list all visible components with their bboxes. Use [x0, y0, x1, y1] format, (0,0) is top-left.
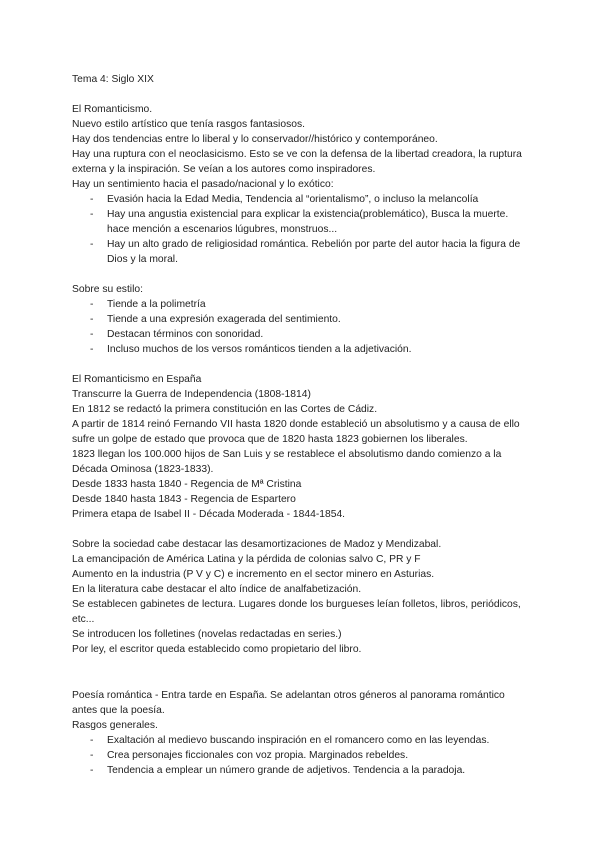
spacer [72, 522, 532, 537]
spacer [72, 357, 532, 372]
paragraph-line: Hay un sentimiento hacia el pasado/nacional y lo exótico: [72, 179, 334, 190]
paragraph-line: A partir de 1814 reinó Fernando VII hasta 1820 donde estableció un absolutismo y a causa de ello sufre un golpe de estado que provoca que de 1820 hasta 1823 gobiernen los liberales. [72, 419, 520, 445]
document-page [72, 72, 532, 778]
spacer [72, 657, 532, 688]
paragraph-line: Desde 1833 hasta 1840 - Regencia de Mª Cristina [72, 479, 302, 490]
section-romanticismo [72, 102, 532, 267]
paragraph-line: Se introducen los folletines (novelas redactadas en series.) [72, 629, 342, 640]
section-heading: El Romanticismo en España [72, 374, 202, 385]
paragraph-line: Se establecen gabinetes de lectura. Lugares donde los burgueses leían folletos, libros, periódicos, etc... [72, 599, 521, 625]
paragraph-line: Por ley, el escritor queda establecido como propietario del libro. [72, 644, 362, 655]
paragraph-line: Hay una ruptura con el neoclasicismo. Esto se ve con la defensa de la libertad creadora, la ruptura externa y la inspiración. Se veían a los autores como inspiradores. [72, 149, 522, 175]
paragraph-line: Poesía romántica - Entra tarde en España. Se adelantan otros géneros al panorama romántico antes que la poesía. [72, 690, 505, 716]
paragraph-line: La emancipación de América Latina y la pérdida de colonias salvo C, PR y F [72, 554, 421, 565]
paragraph-line: Sobre la sociedad cabe destacar las desamortizaciones de Madoz y Mendizabal. [72, 539, 442, 550]
bullet-item: - Evasión hacia la Edad Media, Tendencia al “orientalismo”, o incluso la melancolía [72, 192, 532, 207]
paragraph-line: Aumento en la industria (P V y C) e incremento en el sector minero en Asturias. [72, 569, 435, 580]
section-poesia [72, 688, 532, 778]
bullet-list [72, 192, 532, 267]
section-estilo [72, 282, 532, 357]
bullet-item: - Tendencia a emplear un número grande de adjetivos. Tendencia a la paradoja. [72, 763, 532, 778]
bullet-item: - Crea personajes ficcionales con voz propia. Marginados rebeldes. [72, 748, 532, 763]
bullet-list [72, 297, 532, 357]
bullet-item: - Tiende a la polimetría [72, 297, 532, 312]
paragraph-line: En 1812 se redactó la primera constitución en las Cortes de Cádiz. [72, 404, 378, 415]
paragraph-line: Hay dos tendencias entre lo liberal y lo conservador//histórico y contemporáneo. [72, 134, 438, 145]
paragraph-line: Desde 1840 hasta 1843 - Regencia de Espartero [72, 494, 296, 505]
bullet-item: - Destacan términos con sonoridad. [72, 327, 532, 342]
paragraph-line: Nuevo estilo artístico que tenía rasgos fantasiosos. [72, 119, 305, 130]
bullet-item: - Hay un alto grado de religiosidad romántica. Rebelión por parte del autor hacia la figura de Dios y la moral. [72, 237, 532, 267]
bullet-list [72, 733, 532, 778]
section-heading: Sobre su estilo: [72, 284, 143, 295]
bullet-item: - Tiende a una expresión exagerada del sentimiento. [72, 312, 532, 327]
bullet-item: - Exaltación al medievo buscando inspiración en el romancero como en las leyendas. [72, 733, 532, 748]
paragraph-line: Rasgos generales. [72, 720, 158, 731]
paragraph-line: En la literatura cabe destacar el alto índice de analfabetización. [72, 584, 362, 595]
section-sociedad [72, 537, 532, 657]
paragraph-line: Transcurre la Guerra de Independencia (1808-1814) [72, 389, 311, 400]
bullet-item: - Incluso muchos de los versos románticos tienden a la adjetivación. [72, 342, 532, 357]
document-title: Tema 4: Siglo XIX [72, 74, 154, 85]
bullet-item: - Hay una angustia existencial para explicar la existencia(problemático), Busca la muerte. hace mención a escenarios lúgubres, monstruos... [72, 207, 532, 237]
paragraph-line: 1823 llegan los 100.000 hijos de San Luis y se restablece el absolutismo dando comienzo a la Década Ominosa (1823-1833). [72, 449, 502, 475]
spacer [72, 87, 532, 102]
section-espana [72, 372, 532, 522]
spacer [72, 267, 532, 282]
section-heading: El Romanticismo. [72, 104, 153, 115]
paragraph-line: Primera etapa de Isabel II - Década Moderada - 1844-1854. [72, 509, 346, 520]
